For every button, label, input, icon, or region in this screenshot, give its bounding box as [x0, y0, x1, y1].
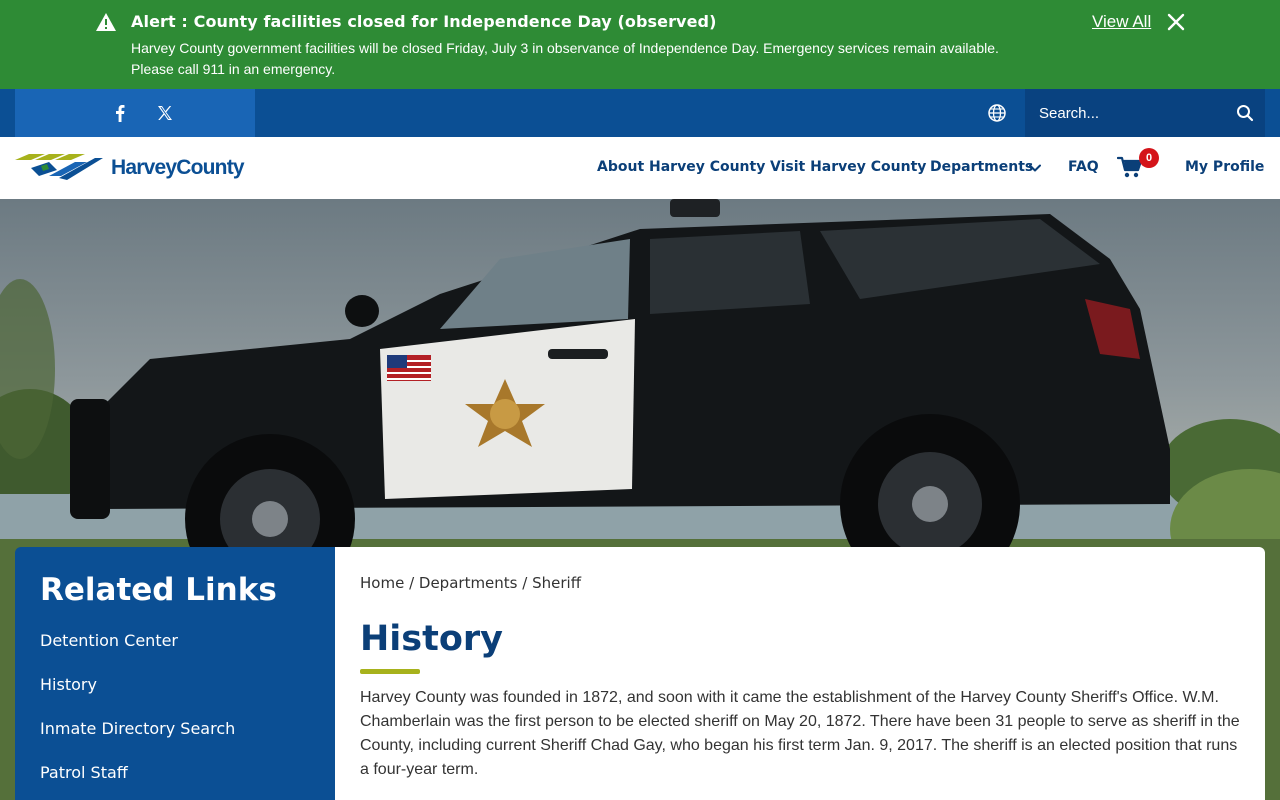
search-icon[interactable] [1235, 103, 1255, 123]
alert-banner [0, 0, 1280, 89]
title-underline [360, 669, 420, 674]
utility-bar [0, 89, 1280, 137]
page-title: History [360, 619, 503, 659]
breadcrumb [360, 574, 581, 592]
sidebar-link-detention-center[interactable]: Detention Center [40, 631, 179, 650]
harvey-county-logo[interactable] [15, 152, 260, 184]
main-content [335, 547, 1265, 800]
logo-text: HarveyCounty [111, 156, 244, 179]
chevron-down-icon[interactable] [1029, 164, 1041, 172]
social-links [15, 89, 255, 137]
nav-visit-harvey-county[interactable]: Visit Harvey County [770, 159, 927, 175]
globe-icon[interactable] [987, 103, 1007, 123]
warning-triangle-icon [95, 12, 117, 32]
x-twitter-icon[interactable] [155, 103, 175, 123]
alert-title: Alert : County facilities closed for Independence Day (observed) [131, 12, 717, 31]
main-nav [0, 137, 1280, 199]
nav-faq[interactable]: FAQ [1068, 159, 1099, 175]
history-paragraph: Harvey County was founded in 1872, and soon with it came the establishment of the Harvey County Sheriff's Office. W.M. Chamberlain was the first person to be elected sheriff on May 20, 1872. There have been 31 people to serve as sheriff in the County, including current Sheriff Chad Gay, who began his first term Jan. 9, 2017. The sheriff is an elected position that runs a four-year term. [360, 689, 1240, 778]
close-icon[interactable] [1167, 13, 1185, 31]
sidebar-link-history[interactable]: History [40, 675, 97, 694]
sidebar-link-patrol-staff[interactable]: Patrol Staff [40, 763, 128, 782]
logo-mark-icon [15, 152, 107, 184]
breadcrumb-separator: / [409, 574, 419, 592]
alert-body: Harvey County government facilities will be closed Friday, July 3 in observance of Independence Day. Emergency services remain available. Please call 911 in an emergency. [131, 40, 999, 77]
facebook-icon[interactable] [110, 103, 130, 123]
alert-view-all-link[interactable]: View All [1092, 12, 1152, 31]
breadcrumb-home[interactable]: Home [360, 574, 405, 592]
cart-count-badge: 0 [1139, 148, 1159, 168]
nav-my-profile[interactable]: My Profile [1185, 159, 1265, 175]
breadcrumb-current: Sheriff [532, 574, 582, 592]
breadcrumb-separator: / [522, 574, 533, 592]
nav-about-harvey-county[interactable]: About Harvey County [597, 159, 766, 175]
sidebar-link-inmate-directory-search[interactable]: Inmate Directory Search [40, 719, 236, 738]
breadcrumb-departments[interactable]: Departments [418, 574, 518, 592]
sidebar-title: Related Links [40, 572, 277, 608]
search-box [1025, 89, 1265, 137]
nav-departments[interactable]: Departments [930, 159, 1034, 175]
search-input[interactable] [1039, 101, 1224, 125]
related-links-sidebar [15, 547, 335, 800]
